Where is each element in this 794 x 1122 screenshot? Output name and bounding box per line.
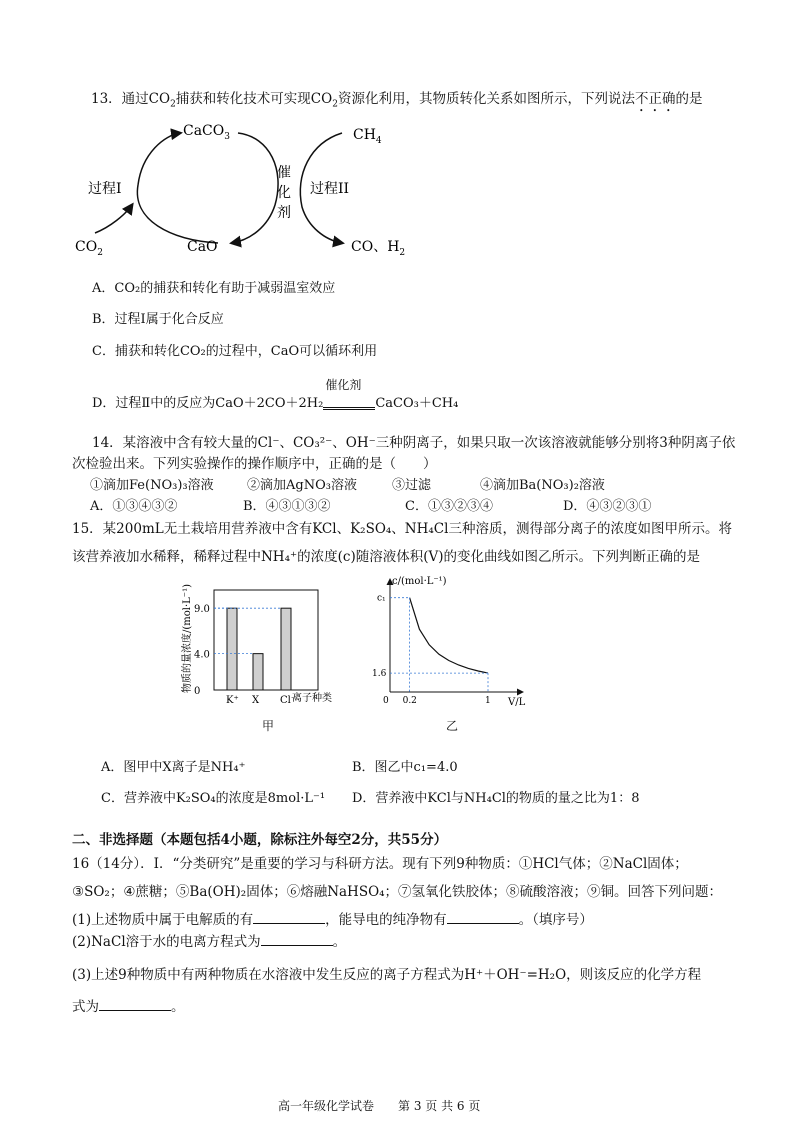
chart-yi-ytick: 1.6: [372, 669, 387, 680]
q14-op-3: ③过滤: [392, 478, 432, 493]
answer-blank-equation[interactable]: [99, 998, 171, 1011]
q13-stem: 13．通过$CO_2$捕获和转化技术可实现$CO_2$资源化利用，其物质转化关系如图所示，下列说法不正确的是: [91, 91, 703, 110]
chart-yi-caption: 乙: [446, 719, 459, 733]
q14-op-2: ②滴加AgNO₃溶液: [247, 478, 357, 493]
chart-jia-caption: 甲: [262, 719, 275, 733]
cao-label: CaO: [187, 239, 218, 255]
section2-heading: 二、非选择题（本题包括4小题，除标注外每空2分，共55分）: [72, 832, 448, 848]
ch4-label: $CH_4$: [353, 127, 382, 146]
chart-jia-xtick: K⁺: [226, 695, 239, 706]
page-footer: 高一年级化学试卷 第 3 页 共 6 页: [278, 1099, 481, 1113]
answer-blank-electrolytes[interactable]: [253, 911, 325, 924]
q16-part2: (2)NaCl溶于水的电离方程式为 。: [72, 934, 347, 950]
chart-jia-ytick: 9.0: [194, 604, 210, 616]
q16-part1: (1)上述物质中属于电解质的有 ，能导电的纯净物有 。（填序号）: [72, 912, 593, 928]
q16-part3-line2: 式为 。: [72, 999, 185, 1015]
q14-stem-line1: 14．某溶液中含有较大量的Cl⁻、CO₃²⁻、OH⁻三种阴离子，如果只取一次该溶液就能够分别将3种阴离子依: [92, 435, 736, 451]
chart-yi-xtick: 0.2: [402, 696, 417, 706]
chart-jia: [178, 575, 358, 710]
process2-label: 过程II: [310, 181, 350, 197]
q15-stem-line2: 该营养液加水稀释，稀释过程中NH₄⁺的浓度(c)随溶液体积(V)的变化曲线如图乙所示。下列判断正确的是: [72, 549, 700, 565]
chart-jia-ytick: 0: [194, 686, 201, 697]
process1-label: 过程I: [88, 181, 122, 197]
decompose-arc: [232, 133, 278, 243]
q13-option-a: A．CO₂的捕获和转化有助于减弱温室效应: [92, 281, 336, 296]
chart-jia-xtick: X: [252, 695, 260, 706]
chart-jia-ytick: 4.0: [194, 649, 210, 661]
co-h2-label: CO、$H_2$: [351, 239, 406, 258]
chart-yi-ylabel: c/(mol·L⁻¹): [392, 576, 447, 587]
q16-line2: ③SO₂；④蔗糖；⑤Ba(OH)₂固体；⑥熔融NaHSO₄；⑦氢氧化铁胶体；⑧硫酸溶液；⑨铜。回答下列问题：: [72, 884, 723, 900]
q14-choice-c: C．①③②③④: [405, 499, 493, 514]
chart-jia-ylabel: 物质的量浓度/(mol·L⁻¹): [182, 584, 193, 693]
q13-option-d: D．过程Ⅱ中的反应为CaO＋2CO＋2H₂ 催化剂 CaCO₃＋CH₄: [92, 378, 459, 411]
q14-op-4: ④滴加Ba(NO₃)₂溶液: [480, 478, 605, 493]
q15-option-d: D．营养液中KCl与NH₄Cl的物质的量之比为1：8: [352, 791, 640, 806]
chart-yi: [372, 572, 532, 710]
answer-blank-ionization[interactable]: [261, 933, 333, 946]
chart-yi-curve: [410, 598, 488, 673]
co2-label: $CO_2$: [75, 239, 103, 258]
q14-choice-a: A．①③④③②: [90, 499, 178, 514]
q15-option-a: A．图甲中X离子是NH₄⁺: [101, 760, 246, 775]
chart-jia-bar: [253, 654, 263, 690]
q13-option-c: C．捕获和转化CO₂的过程中，CaO可以循环利用: [92, 344, 378, 359]
co2-arrow: [95, 205, 132, 233]
process1-arc: [137, 133, 218, 243]
chart-yi-xtick: 0: [383, 696, 389, 706]
q13-option-b: B．过程Ⅰ属于化合反应: [92, 312, 224, 327]
q14-op-1: ①滴加Fe(NO₃)₃溶液: [90, 478, 214, 493]
q15-option-b: B．图乙中c₁=4.0: [352, 760, 458, 775]
q15-option-c: C．营养液中K₂SO₄的浓度是8mol·L⁻¹: [101, 791, 326, 806]
catalyst-char-1: 催: [277, 165, 291, 181]
chart-yi-xtick: 1: [485, 696, 491, 706]
q13-cycle-diagram: [70, 115, 420, 265]
caco3-label: CaCO$_3$: [183, 123, 230, 142]
chart-jia-xtick: Cl⁻: [280, 695, 297, 706]
chart-yi-ytick: c₁: [377, 593, 386, 604]
q14-choice-b: B．④③①③②: [243, 499, 331, 514]
q14-stem-line2: 次检验出来。下列实验操作的操作顺序中，正确的是（ ）: [72, 456, 437, 472]
chart-jia-bar: [281, 608, 291, 690]
catalyst-char-2: 化: [277, 185, 291, 201]
catalyst-char-3: 剂: [277, 205, 291, 221]
q16-line1: 16（14分）．Ⅰ．“分类研究”是重要的学习与科研方法。现有下列9种物质：①HCl气体；②NaCl固体；: [72, 856, 688, 872]
q13-emphasis: 不正确: [634, 91, 676, 107]
chart-jia-bar: [227, 608, 237, 690]
q15-stem-line1: 15．某200mL无土栽培用营养液中含有KCl、K₂SO₄、NH₄Cl三种溶质，测得部分离子的浓度如图甲所示。将: [72, 521, 732, 537]
q16-part3-line1: (3)上述9种物质中有两种物质在水溶液中发生反应的离子方程式为H⁺＋OH⁻=H₂O，则该反应的化学方程: [72, 967, 702, 983]
answer-blank-conductors[interactable]: [447, 911, 519, 924]
chart-jia-xlabel: 离子种类: [292, 693, 332, 704]
chart-yi-xlabel: V/L: [508, 697, 526, 708]
equation-condition: 催化剂: [323, 395, 375, 410]
q14-choice-d: D．④③②③①: [563, 499, 652, 514]
